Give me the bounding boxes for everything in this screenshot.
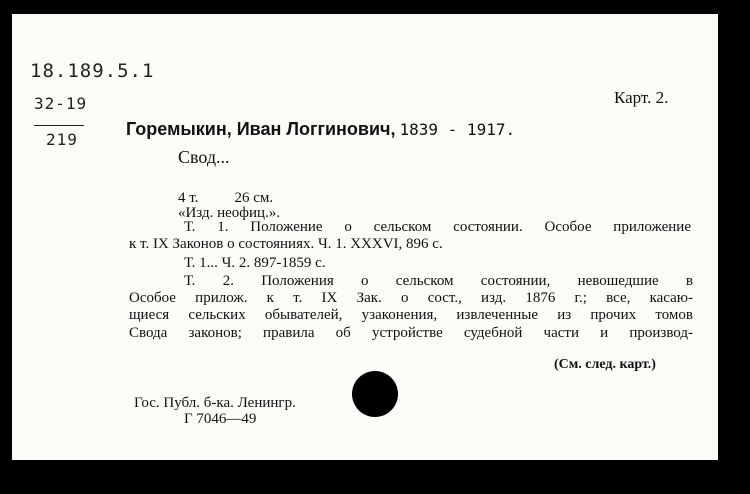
body-line-7: Особое прилож. к т. IX Зак. о сост., изд. 1876 г.; все, касаю-	[129, 290, 693, 306]
shelfmark-line-2: 32-19	[34, 94, 88, 113]
shelfmark-divider	[34, 125, 84, 126]
card-number: Карт. 2.	[614, 88, 669, 107]
size: 26 см.	[234, 190, 274, 206]
body-line-5: Т. 1... Ч. 2. 897-1859 с.	[184, 255, 326, 271]
library-name: Гос. Публ. б-ка. Ленингр.	[134, 395, 296, 411]
body-line-4: к т. IX Законов о состояниях. Ч. 1. XXXVI, 896 с.	[129, 236, 443, 252]
body-line-3: Т. 1. Положение о сельском состоянии. Особое приложение	[184, 219, 691, 235]
author-dates: 1839 - 1917.	[399, 120, 516, 139]
see-next-card: (См. след. карт.)	[554, 357, 656, 372]
body-line-8: щиеся сельских обывателей, узаконения, извлеченные из прочих томов	[129, 307, 693, 323]
title: Свод...	[178, 147, 230, 167]
body-line-6: Т. 2. Положения о сельском состоянии, невошедшие в	[184, 273, 693, 289]
shelfmark-line-1: 18.189.5.1	[30, 60, 155, 82]
author-name: Горемыкин, Иван Логгинович,	[126, 119, 396, 139]
catalog-card	[12, 14, 718, 460]
volumes: 4 т.	[178, 190, 199, 206]
library-code: Г 7046—49	[184, 411, 257, 427]
edition-note: «Изд. неофиц.».	[178, 205, 281, 221]
punch-hole	[352, 371, 398, 417]
body-line-9: Свода законов; правила об устройстве судебной части и производ-	[129, 325, 693, 341]
shelfmark-line-3: 219	[46, 130, 78, 149]
author-heading	[126, 119, 515, 140]
